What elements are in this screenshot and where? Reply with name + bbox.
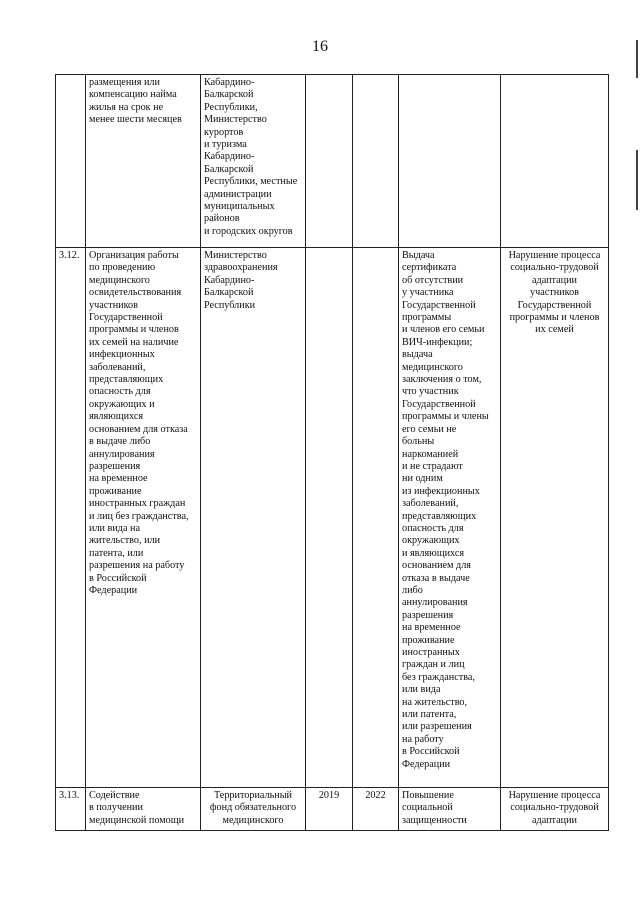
cell-line: из инфекционных (402, 485, 480, 497)
cell-line: заболеваний, (89, 361, 146, 373)
cell-line: ВИЧ-инфекции; (402, 336, 473, 348)
cell-line: по проведению (89, 262, 156, 274)
cell-line: граждан и лиц (402, 659, 465, 671)
cell-line: Федерации (89, 584, 138, 596)
cell-line: и городских округов (204, 225, 293, 237)
cell-line: адаптации (532, 814, 577, 826)
cell-line: районов (204, 213, 240, 225)
cell-line: аннулирования (89, 448, 155, 460)
cell-line: социально-трудовой (510, 802, 599, 814)
executors-cell (201, 248, 306, 788)
cell-line: об отсутствии (402, 274, 464, 286)
cell-line: и лиц без гражданства, (89, 510, 189, 522)
row-number (56, 75, 86, 248)
cell-line: наркоманией (402, 448, 459, 460)
cell-line: жилья на срок не (89, 101, 164, 113)
cell-line: социально-трудовой (510, 262, 599, 274)
cell-line: разрешения (402, 609, 454, 621)
cell-line: в Российской (89, 572, 147, 584)
cell-line: и являющихся (402, 547, 465, 559)
cell-line: размещения или (89, 77, 160, 88)
action-cell (86, 75, 201, 248)
cell-line: Федерации (402, 758, 451, 770)
scan-edge-mark (636, 40, 638, 78)
cell-line: медицинского (402, 361, 463, 373)
cell-line: участников (89, 299, 138, 311)
cell-line: Балкарской (204, 163, 254, 175)
cell-line: окружающих и (89, 398, 155, 410)
table-row (56, 248, 609, 788)
cell-line: Государственной (402, 398, 476, 410)
cell-line: защищенности (402, 814, 467, 826)
cell-line: ни одним (402, 473, 443, 485)
cell-line: медицинского (89, 274, 150, 286)
cell-line: программы и членов (89, 324, 179, 336)
scan-edge-mark (636, 150, 638, 210)
cell-line: или вида (402, 684, 441, 696)
cell-line: больны (402, 436, 435, 448)
cell-line: их семей на наличие (89, 336, 179, 348)
result-cell (399, 788, 501, 831)
cell-line: Балкарской (204, 287, 254, 299)
cell-line: Министерство (204, 114, 267, 126)
cell-line: социальной (402, 802, 453, 814)
measures-table (55, 74, 609, 831)
cell-line: иностранных граждан (89, 498, 186, 510)
cell-line: проживание (402, 634, 455, 646)
cell-line: либо (402, 584, 423, 596)
cell-line: адаптации (532, 274, 577, 286)
cell-line: основанием для отказа (89, 423, 188, 435)
cell-line: на временное (402, 622, 461, 634)
consequence-cell (501, 248, 609, 788)
action-cell (86, 248, 201, 788)
cell-line: представляющих (402, 510, 477, 522)
cell-line: окружающих (402, 535, 460, 547)
cell-line: проживание (89, 485, 142, 497)
cell-line: заключения о том, (402, 374, 482, 386)
cell-line: Республики (204, 299, 256, 311)
table-row (56, 75, 609, 248)
cell-line: опасность для (402, 522, 464, 534)
page-number: 16 (312, 38, 328, 55)
cell-line: Организация работы (89, 250, 179, 261)
row-number: 3.12. (56, 248, 86, 788)
cell-line: без гражданства, (402, 671, 475, 683)
cell-line: в Российской (402, 746, 460, 758)
cell-line: Выдача (402, 250, 435, 261)
cell-line: на временное (89, 473, 148, 485)
cell-line: программы (402, 312, 452, 324)
cell-line: жительство, или (89, 535, 161, 547)
end-year-cell (353, 248, 399, 788)
cell-line: Государственной (402, 299, 476, 311)
cell-line: являющихся (89, 411, 144, 423)
cell-line: выдача (402, 349, 433, 361)
cell-line: программы и члены (402, 411, 489, 423)
cell-line: Нарушение процесса (508, 790, 601, 801)
cell-line: разрешения (89, 460, 141, 472)
cell-line: медицинской помощи (89, 814, 185, 826)
cell-line: медицинского (222, 814, 284, 826)
cell-line: программы и членов (509, 312, 600, 324)
cell-line: Кабардино- (204, 151, 255, 163)
cell-line: Государственной (89, 312, 163, 324)
cell-line: Министерство (204, 250, 267, 261)
executors-cell (201, 75, 306, 248)
cell-line: или разрешения (402, 721, 472, 733)
row-number: 3.13. (56, 788, 86, 831)
cell-line: Кабардино- (204, 274, 255, 286)
cell-line: разрешения на работу (89, 560, 185, 572)
end-year-cell (353, 75, 399, 248)
consequence-cell (501, 788, 609, 831)
cell-line: что участник (402, 386, 459, 398)
cell-line: Кабардино- (204, 77, 255, 88)
cell-line: их семей (535, 324, 574, 336)
action-cell (86, 788, 201, 831)
cell-line: и туризма (204, 139, 247, 151)
start-year-cell (306, 248, 353, 788)
cell-line: администрации (204, 188, 272, 200)
cell-line: аннулирования (402, 597, 468, 609)
cell-line: фонд обязательного (209, 802, 297, 814)
cell-line: освидетельствования (89, 287, 182, 299)
cell-line: Нарушение процесса (508, 250, 601, 261)
cell-line: на жительство, (402, 696, 468, 708)
cell-line: заболеваний, (402, 498, 459, 510)
cell-line: иностранных (402, 647, 460, 658)
end-year-cell: 2022 (353, 788, 399, 831)
cell-line: Повышение (402, 790, 454, 801)
cell-line: менее шести месяцев (89, 114, 182, 126)
cell-line: Государственной (517, 299, 592, 311)
cell-line: инфекционных (89, 349, 155, 361)
result-cell (399, 75, 501, 248)
cell-line: у участника (402, 287, 454, 299)
cell-line: или вида на (89, 522, 141, 534)
cell-line: здравоохранения (204, 262, 278, 274)
cell-line: курортов (204, 126, 244, 138)
cell-line: и членов его семьи (402, 324, 485, 336)
cell-line: компенсацию найма (89, 89, 177, 101)
cell-line: патента, или (89, 547, 144, 559)
cell-line: основанием для (402, 560, 471, 572)
cell-line: или патента, (402, 709, 457, 721)
cell-line: отказа в выдаче (402, 572, 470, 584)
cell-line: сертификата (402, 262, 457, 274)
executors-cell (201, 788, 306, 831)
cell-line: Территориальный (213, 790, 293, 801)
cell-line: его семьи не (402, 423, 457, 435)
cell-line: Республики, (204, 101, 258, 113)
cell-line: в получении (89, 802, 143, 814)
cell-line: муниципальных (204, 201, 275, 213)
table-row (56, 788, 609, 831)
cell-line: Балкарской (204, 89, 254, 101)
cell-line: и не страдают (402, 460, 463, 472)
cell-line: на работу (402, 733, 444, 745)
cell-line: Содействие (89, 790, 140, 801)
cell-line: опасность для (89, 386, 151, 398)
cell-line: в выдаче либо (89, 436, 151, 448)
cell-line: участников (530, 287, 579, 299)
consequence-cell (501, 75, 609, 248)
cell-line: представляющих (89, 374, 164, 386)
start-year-cell (306, 75, 353, 248)
start-year-cell: 2019 (306, 788, 353, 831)
cell-line: Республики, местные (204, 176, 298, 188)
result-cell (399, 248, 501, 788)
